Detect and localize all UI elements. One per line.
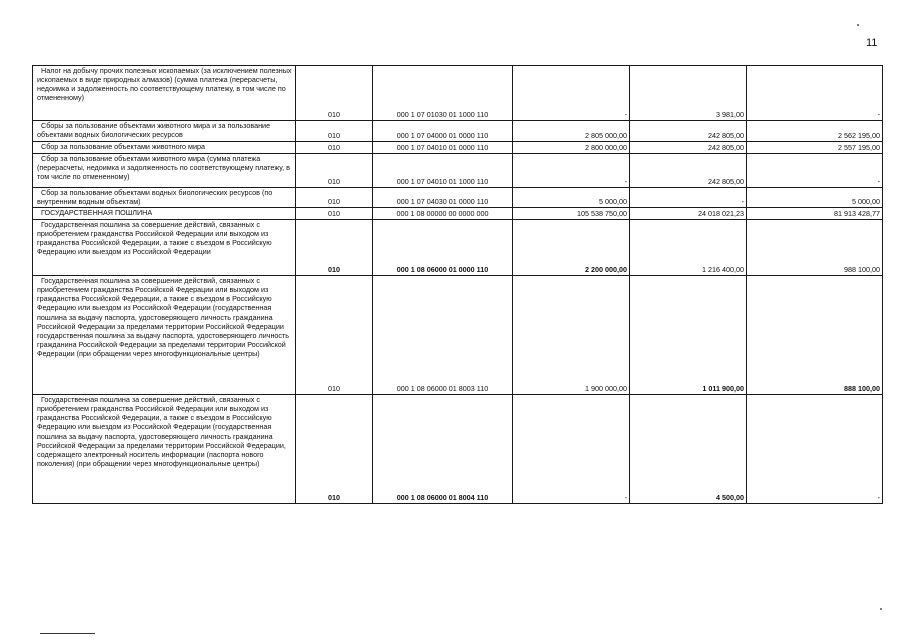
row-line-code: 010: [296, 188, 373, 208]
row-unexecuted: 81 913 428,77: [747, 208, 883, 220]
row-unexecuted: 5 000,00: [747, 188, 883, 208]
table-row: [33, 208, 883, 220]
row-budget-code: 000 1 08 06000 01 8004 110: [373, 395, 513, 504]
row-name: Государственная пошлина за совершение действий, связанных с приобретением гражданства Российской Федерации или выходом из гражданства Российской Федерации, а также с въездом в Российскую Федерацию или выездом из Российской Федерации: [33, 220, 296, 276]
row-approved: 2 200 000,00: [513, 220, 630, 276]
table-row: [33, 66, 883, 121]
row-approved: -: [513, 395, 630, 504]
row-unexecuted: 988 100,00: [747, 220, 883, 276]
row-name: Сборы за пользование объектами животного мира и за пользование объектами водных биологических ресурсов: [33, 121, 296, 142]
row-budget-code: 000 1 07 01030 01 1000 110: [373, 66, 513, 121]
row-line-code: 010: [296, 121, 373, 142]
row-approved: 105 538 750,00: [513, 208, 630, 220]
row-unexecuted: -: [747, 395, 883, 504]
row-line-code: 010: [296, 395, 373, 504]
row-name: Сбор за пользование объектами водных биологических ресурсов (по внутренним водным объектам): [33, 188, 296, 208]
budget-revenue-table: [32, 65, 883, 504]
row-budget-code: 000 1 08 00000 00 0000 000: [373, 208, 513, 220]
row-budget-code: 000 1 08 06000 01 0000 110: [373, 220, 513, 276]
table-row: [33, 142, 883, 154]
row-name: Государственная пошлина за совершение действий, связанных с приобретением гражданства Российской Федерации или выходом из гражданства Российской Федерации, а также с въездом в Российскую Федерацию или выездом из Российской Федерации (государственная пошлина за выдачу паспорта, удостоверяющего личность гражданина Российской Федерации за пределами территории Российской Федерации, содержащего электронный носитель информации (паспорта нового поколения) (при обращении через многофункциональные центры): [33, 395, 296, 504]
footer-rule: [40, 633, 95, 634]
row-unexecuted: -: [747, 66, 883, 121]
row-name: Сбор за пользование объектами животного мира (сумма платежа (перерасчеты, недоимка и задолженность по соответствующему платежу, в том числе по отмененному): [33, 154, 296, 188]
row-name: Сбор за пользование объектами животного мира: [33, 142, 296, 154]
row-line-code: 010: [296, 66, 373, 121]
row-line-code: 010: [296, 142, 373, 154]
row-name: Государственная пошлина за совершение действий, связанных с приобретением гражданства Российской Федерации или выходом из гражданства Российской Федерации, а также с въездом в Российскую Федерацию или выездом из Российской Федерации (государственная пошлина за выдачу паспорта, удостоверяющего личность гражданина Российской Федерации за пределами территории Российской Федерации государственная пошлина за выдачу паспорта, удостоверяющего личность гражданина Российской Федерации за пределами территории Российской Федерации (при обращении через многофункциональные центры): [33, 276, 296, 395]
scan-speck: [857, 24, 859, 26]
page-number: 11: [866, 37, 878, 49]
row-unexecuted: 2 562 195,00: [747, 121, 883, 142]
row-unexecuted: 2 557 195,00: [747, 142, 883, 154]
row-approved: 2 800 000,00: [513, 142, 630, 154]
row-unexecuted: 888 100,00: [747, 276, 883, 395]
row-executed: 242 805,00: [630, 121, 747, 142]
scan-speck: [880, 608, 882, 610]
table-row: [33, 395, 883, 504]
row-executed: -: [630, 188, 747, 208]
row-approved: 5 000,00: [513, 188, 630, 208]
table-row: [33, 220, 883, 276]
row-approved: 2 805 000,00: [513, 121, 630, 142]
row-budget-code: 000 1 07 04000 01 0000 110: [373, 121, 513, 142]
row-executed: 242 805,00: [630, 154, 747, 188]
row-budget-code: 000 1 07 04030 01 0000 110: [373, 188, 513, 208]
row-executed: 4 500,00: [630, 395, 747, 504]
row-line-code: 010: [296, 208, 373, 220]
row-name: Налог на добычу прочих полезных ископаемых (за исключением полезных ископаемых в виде природных алмазов) (сумма платежа (перерасчеты, недоимка и задолженность по соответствующему платежу, в том числе по отмененному): [33, 66, 296, 121]
row-unexecuted: -: [747, 154, 883, 188]
table-row: [33, 188, 883, 208]
row-name: ГОСУДАРСТВЕННАЯ ПОШЛИНА: [33, 208, 296, 220]
row-approved: 1 900 000,00: [513, 276, 630, 395]
row-budget-code: 000 1 07 04010 01 0000 110: [373, 142, 513, 154]
row-executed: 1 216 400,00: [630, 220, 747, 276]
table-row: [33, 276, 883, 395]
row-executed: 3 981,00: [630, 66, 747, 121]
row-executed: 1 011 900,00: [630, 276, 747, 395]
row-budget-code: 000 1 07 04010 01 1000 110: [373, 154, 513, 188]
row-approved: -: [513, 66, 630, 121]
table-row: [33, 121, 883, 142]
row-budget-code: 000 1 08 06000 01 8003 110: [373, 276, 513, 395]
row-line-code: 010: [296, 220, 373, 276]
row-executed: 242 805,00: [630, 142, 747, 154]
row-line-code: 010: [296, 276, 373, 395]
row-line-code: 010: [296, 154, 373, 188]
table-row: [33, 154, 883, 188]
row-executed: 24 018 021,23: [630, 208, 747, 220]
row-approved: -: [513, 154, 630, 188]
